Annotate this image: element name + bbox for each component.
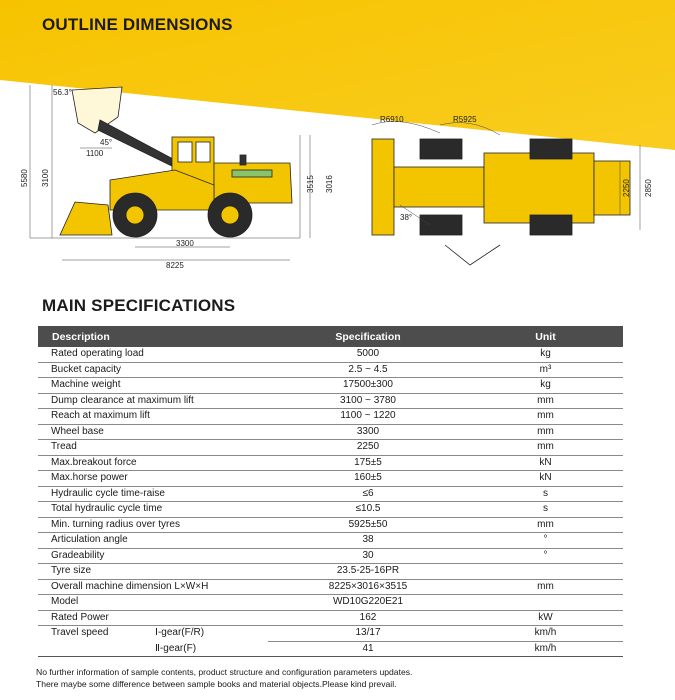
spec-description: Rated Power [38,610,268,626]
table-row [38,440,623,456]
spec-description: Model [38,595,268,611]
spec-unit: kN [468,455,623,471]
dim-overall-length: 8225 [166,261,184,270]
spec-value: 38 [268,533,468,549]
specifications-table [38,326,623,657]
specifications-body [38,347,623,657]
table-row [38,424,623,440]
dim-width: 2850 [644,179,653,197]
spec-value: ≤10.5 [268,502,468,518]
spec-unit: kg [468,347,623,362]
spec-description: Max.breakout force [38,455,268,471]
spec-unit: mm [468,424,623,440]
spec-unit: mm [468,409,623,425]
table-header-row [38,326,623,347]
dim-tread: 2250 [622,179,631,197]
table-row [38,548,623,564]
dim-radius-outer: R6910 [380,115,404,124]
table-row-travel-speed [38,626,623,642]
spec-value: 175±5 [268,455,468,471]
spec-description: Max.horse power [38,471,268,487]
table-row [38,564,623,580]
spec-value: 2.5 ~ 4.5 [268,362,468,378]
travel-speed-label: Travel speed [51,627,109,639]
spec-unit: mm [468,579,623,595]
spec-value: 1100 ~ 1220 [268,409,468,425]
spec-value: 5000 [268,347,468,362]
spec-unit: kN [468,471,623,487]
dim-dump-angle: 45° [100,138,113,147]
table-row [38,471,623,487]
travel-speed-cell-cont [38,641,268,657]
footnote-2: There maybe some difference between sample books and material objects.Please kind prevail. [36,679,397,689]
spec-unit: ° [468,548,623,564]
spec-unit: kg [468,378,623,394]
top-view-loader [372,139,630,265]
dim-cab-height: 3515 [306,175,315,193]
dim-height-2: 3016 [325,175,334,193]
spec-unit: ° [468,533,623,549]
spec-description: Machine weight [38,378,268,394]
table-row [38,378,623,394]
table-row [38,393,623,409]
table-row [38,533,623,549]
spec-value: 23.5-25-16PR [268,564,468,580]
spec-value: 17500±300 [268,378,468,394]
spec-value: ≤6 [268,486,468,502]
spec-unit: s [468,502,623,518]
dim-bucket-angle: 56.3° [53,88,72,97]
header-unit: Unit [468,326,623,347]
outline-dimensions-title: OUTLINE DIMENSIONS [42,15,233,34]
gear-label: Ⅰ-gear(F/R) [155,627,205,639]
footnote-1: No further information of sample contents, product structure and configuration parameters updates. [36,667,413,677]
spec-description: Gradeability [38,548,268,564]
spec-description: Bucket capacity [38,362,268,378]
gear-label: Ⅱ-gear(F) [155,642,197,654]
spec-description: Rated operating load [38,347,268,362]
table-row [38,455,623,471]
spec-value: 160±5 [268,471,468,487]
spec-unit [468,595,623,611]
spec-unit: km/h [468,641,623,657]
spec-value: 162 [268,610,468,626]
spec-description: Overall machine dimension L×W×H [38,579,268,595]
outline-drawing [0,75,675,275]
spec-description: Min. turning radius over tyres [38,517,268,533]
dim-radius-tyre: R5925 [453,115,477,124]
spec-value: 2250 [268,440,468,456]
table-row [38,610,623,626]
spec-unit: mm [468,517,623,533]
table-row [38,409,623,425]
spec-description: Articulation angle [38,533,268,549]
table-row [38,486,623,502]
table-row [38,502,623,518]
spec-value: 41 [268,641,468,657]
header-description: Description [38,326,268,347]
table-row [38,362,623,378]
spec-description: Tread [38,440,268,456]
table-row [38,517,623,533]
spec-value: 5925±50 [268,517,468,533]
spec-unit: km/h [468,626,623,642]
spec-unit [468,564,623,580]
spec-description: Wheel base [38,424,268,440]
spec-value: 13/17 [268,626,468,642]
spec-value: 3100 ~ 3780 [268,393,468,409]
spec-value: 30 [268,548,468,564]
spec-value: 8225×3016×3515 [268,579,468,595]
table-row [38,347,623,362]
spec-description: Hydraulic cycle time-raise [38,486,268,502]
side-view-loader [60,87,292,237]
spec-unit: s [468,486,623,502]
spec-value: WD10G220E21 [268,595,468,611]
header-specification: Specification [268,326,468,347]
spec-description: Reach at maximum lift [38,409,268,425]
spec-description: Tyre size [38,564,268,580]
spec-unit: kW [468,610,623,626]
spec-unit: mm [468,440,623,456]
spec-unit: m³ [468,362,623,378]
main-specifications-title: MAIN SPECIFICATIONS [42,296,236,315]
table-row-travel-speed [38,641,623,657]
dim-articulation: 38° [400,213,413,222]
travel-speed-cell [38,626,268,642]
spec-description: Dump clearance at maximum lift [38,393,268,409]
dim-overall-height: 5580 [20,169,29,187]
spec-value: 3300 [268,424,468,440]
dim-wheel-base: 3300 [176,239,194,248]
dim-dump-clearance: 3100 [41,169,50,187]
table-row [38,579,623,595]
spec-unit: mm [468,393,623,409]
table-row [38,595,623,611]
spec-description: Total hydraulic cycle time [38,502,268,518]
dim-reach: 1100 [86,149,104,158]
